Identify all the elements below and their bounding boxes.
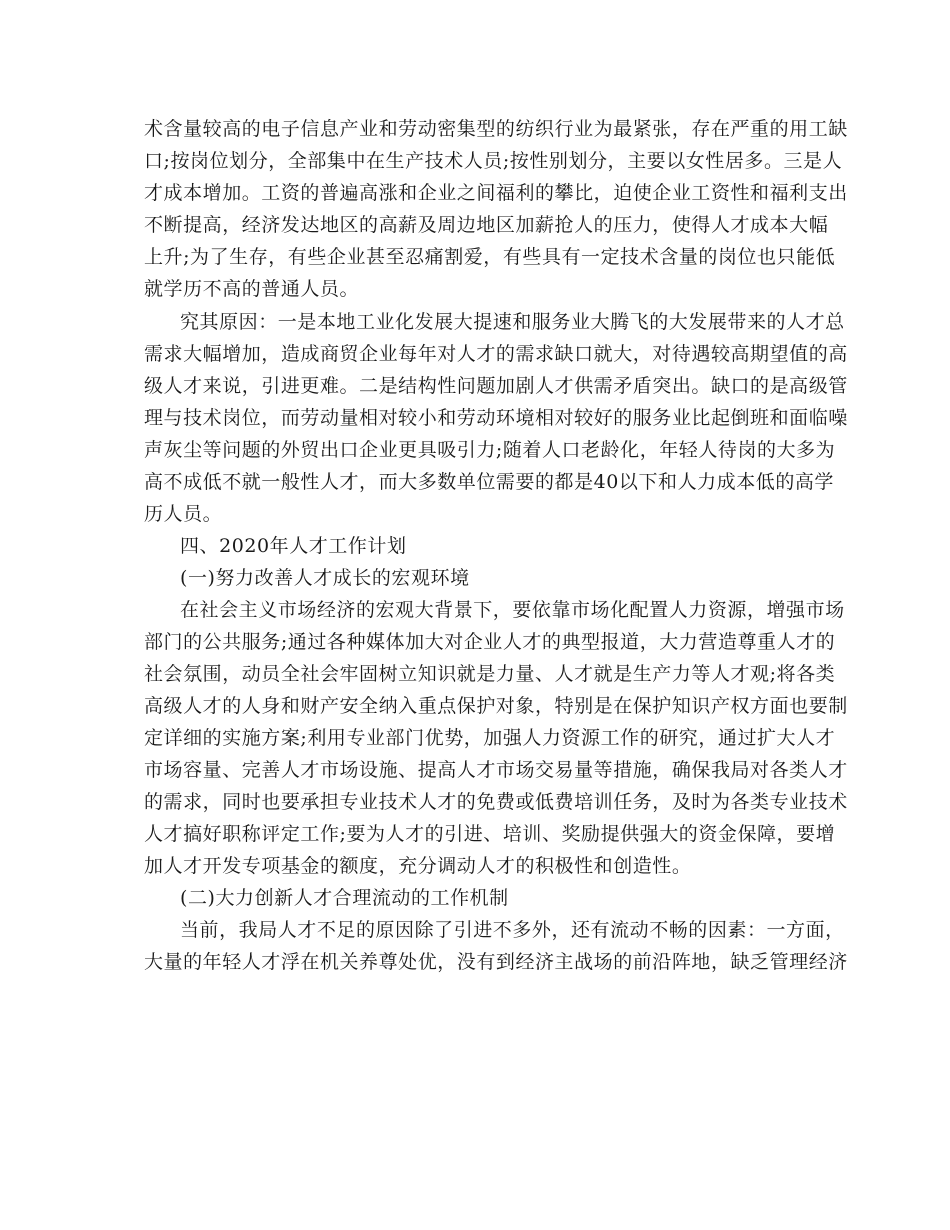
paragraph-line: 声灰尘等问题的外贸出口企业更具吸引力;随着人口老龄化，年轻人待岗的大多为 xyxy=(144,439,836,461)
subsection-heading: (二)大力创新人才合理流动的工作机制 xyxy=(180,887,509,909)
paragraph-line: 历人员。 xyxy=(144,503,223,525)
paragraph-line: 理与技术岗位，而劳动量相对较小和劳动环境相对较好的服务业比起倒班和面临噪 xyxy=(144,407,848,429)
paragraph-line: 高不成低不就一般性人才，而大多数单位需要的都是40以下和人力成本低的高学 xyxy=(144,471,834,493)
paragraph-line: 高级人才的人身和财产安全纳入重点保护对象，特别是在保护知识产权方面也要制 xyxy=(144,695,848,717)
section-heading: 四、2020年人才工作计划 xyxy=(180,535,407,557)
paragraph-line: 定详细的实施方案;利用专业部门优势，加强人力资源工作的研究，通过扩大人才 xyxy=(144,727,836,749)
paragraph-line: 加人才开发专项基金的额度，充分调动人才的积极性和创造性。 xyxy=(144,855,692,877)
paragraph-line: 级人才来说，引进更难。二是结构性问题加剧人才供需矛盾突出。缺口的是高级管 xyxy=(144,375,848,397)
paragraph-line: 口;按岗位划分，全部集中在生产技术人员;按性别划分，主要以女性居多。三是人 xyxy=(144,150,843,172)
paragraph-line: 社会氛围，动员全社会牢固树立知识就是力量、人才就是生产力等人才观;将各类 xyxy=(144,663,836,685)
paragraph-line: 部门的公共服务;通过各种媒体加大对企业人才的典型报道，大力营造尊重人才的 xyxy=(144,631,836,653)
paragraph-line: 才成本增加。工资的普遍高涨和企业之间福利的攀比，迫使企业工资性和福利支出 xyxy=(144,182,848,204)
paragraph-line: 不断提高，经济发达地区的高薪及周边地区加薪抢人的压力，使得人才成本大幅 xyxy=(144,214,829,236)
paragraph-line: 在社会主义市场经济的宏观大背景下，要依靠市场化配置人力资源，增强市场 xyxy=(180,599,845,621)
paragraph-line: 上升;为了生存，有些企业甚至忍痛割爱，有些具有一定技术含量的岗位也只能低 xyxy=(144,246,836,268)
paragraph-line: 人才搞好职称评定工作;要为人才的引进、培训、奖励提供强大的资金保障，要增 xyxy=(144,823,836,845)
paragraph-line: 的需求，同时也要承担专业技术人才的免费或低费培训任务，及时为各类专业技术 xyxy=(144,791,848,813)
paragraph-line: 大量的年轻人才浮在机关养尊处优，没有到经济主战场的前沿阵地，缺乏管理经济 xyxy=(144,951,848,973)
paragraph-line: 当前，我局人才不足的原因除了引进不多外，还有流动不畅的因素：一方面， xyxy=(180,919,845,941)
paragraph-line: 需求大幅增加，造成商贸企业每年对人才的需求缺口就大，对待遇较高期望值的高 xyxy=(144,343,848,365)
paragraph-line: 市场容量、完善人才市场设施、提高人才市场交易量等措施，确保我局对各类人才 xyxy=(144,759,848,781)
subsection-heading: (一)努力改善人才成长的宏观环境 xyxy=(180,567,470,589)
paragraph-line: 究其原因：一是本地工业化发展大提速和服务业大腾飞的大发展带来的人才总 xyxy=(180,311,845,333)
paragraph-line: 术含量较高的电子信息产业和劳动密集型的纺织行业为最紧张，存在严重的用工缺 xyxy=(144,118,848,140)
paragraph-line: 就学历不高的普通人员。 xyxy=(144,278,360,300)
